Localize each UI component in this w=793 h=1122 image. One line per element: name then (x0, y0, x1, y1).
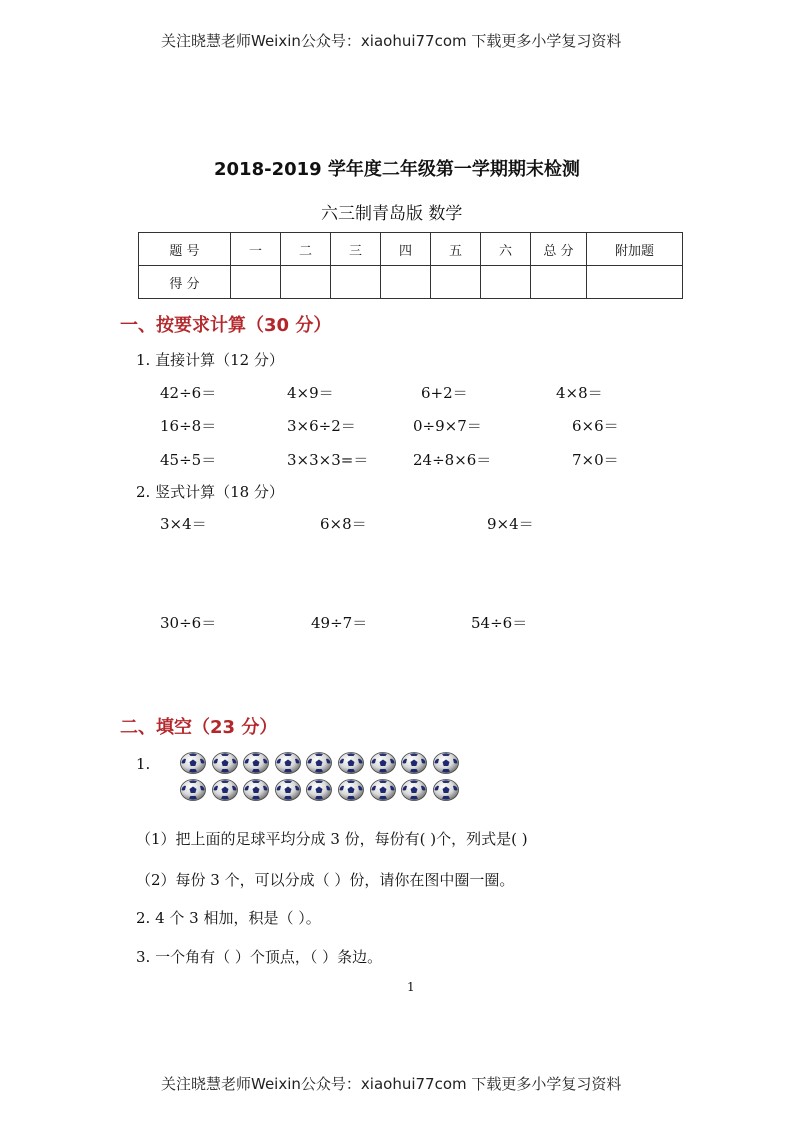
score-header-cell: 三 (331, 233, 381, 266)
calc-item: 6+2＝ (421, 384, 468, 402)
score-table-header-row (139, 233, 683, 266)
score-header-cell: 总 分 (531, 233, 587, 266)
soccer-ball-icon (306, 752, 332, 774)
soccer-ball-icon (275, 752, 301, 774)
score-table (138, 232, 683, 299)
soccer-ball-icon (212, 752, 238, 774)
score-header-cell: 题 号 (139, 233, 231, 266)
vertical-calc-item: 54÷6＝ (471, 614, 528, 632)
score-row-label: 得 分 (139, 266, 231, 299)
s2-q2: 2. 4 个 3 相加，积是（ ）。 (136, 909, 321, 927)
soccer-ball-icon (401, 779, 427, 801)
score-header-cell: 一 (231, 233, 281, 266)
calc-item: 42÷6＝ (160, 384, 217, 402)
soccer-ball-icon (306, 779, 332, 801)
calc-item: 4×9＝ (287, 384, 334, 402)
score-cell (587, 266, 683, 299)
q2-label: 2. 竖式计算（18 分） (136, 483, 284, 501)
section2-heading: 二、填空（23 分） (120, 717, 278, 738)
score-cell (481, 266, 531, 299)
footer-watermark: 关注晓慧老师Weixin公众号：xiaohui77com 下载更多小学复习资料 (161, 1075, 622, 1093)
soccer-ball-icon (433, 779, 459, 801)
soccer-ball-icon (433, 752, 459, 774)
s2-q1-sub2: （2）每份 3 个，可以分成（ ）份，请你在图中圈一圈。 (136, 871, 515, 889)
calc-item: 45÷5＝ (160, 451, 217, 469)
calc-item: 3×6÷2＝ (287, 417, 356, 435)
score-cell (231, 266, 281, 299)
soccer-ball-icon (275, 779, 301, 801)
soccer-ball-icon (370, 779, 396, 801)
soccer-ball-icon (338, 752, 364, 774)
calc-item: 24÷8×6＝ (413, 451, 492, 469)
calc-item: 3×3×3=＝ (287, 451, 369, 469)
soccer-ball-icon (212, 779, 238, 801)
score-header-cell: 六 (481, 233, 531, 266)
page-number: 1 (407, 980, 415, 994)
score-header-cell: 四 (381, 233, 431, 266)
s2-q1-sub1: （1）把上面的足球平均分成 3 份，每份有( )个，列式是( ) (136, 830, 528, 848)
soccer-ball-icon (370, 752, 396, 774)
calc-item: 4×8＝ (556, 384, 603, 402)
score-header-cell: 五 (431, 233, 481, 266)
score-cell (431, 266, 481, 299)
soccer-ball-icon (180, 752, 206, 774)
soccer-ball-icon (243, 752, 269, 774)
vertical-calc-item: 3×4＝ (160, 515, 207, 533)
soccer-ball-icon (338, 779, 364, 801)
soccer-ball-icon (180, 779, 206, 801)
vertical-calc-item: 6×8＝ (320, 515, 367, 533)
score-header-cell: 二 (281, 233, 331, 266)
score-cell (381, 266, 431, 299)
score-cell (281, 266, 331, 299)
score-table-score-row (139, 266, 683, 299)
score-cell (331, 266, 381, 299)
vertical-calc-item: 49÷7＝ (311, 614, 368, 632)
calc-item: 7×0＝ (572, 451, 619, 469)
vertical-calc-item: 30÷6＝ (160, 614, 217, 632)
soccer-ball-icon (401, 752, 427, 774)
page-subtitle: 六三制青岛版 数学 (321, 204, 463, 224)
s2-q1-number: 1. (136, 755, 151, 773)
section1-heading: 一、按要求计算（30 分） (120, 315, 332, 336)
vertical-calc-item: 9×4＝ (487, 515, 534, 533)
score-header-cell: 附加题 (587, 233, 683, 266)
q1-label: 1. 直接计算（12 分） (136, 351, 284, 369)
calc-item: 16÷8＝ (160, 417, 217, 435)
page-title: 2018-2019 学年度二年级第一学期期末检测 (214, 159, 580, 180)
header-watermark: 关注晓慧老师Weixin公众号：xiaohui77com 下载更多小学复习资料 (161, 32, 622, 50)
calc-item: 0÷9×7＝ (413, 417, 482, 435)
calc-item: 6×6＝ (572, 417, 619, 435)
s2-q3: 3. 一个角有（ ）个顶点，（ ）条边。 (136, 948, 383, 966)
soccer-ball-icon (243, 779, 269, 801)
score-cell (531, 266, 587, 299)
